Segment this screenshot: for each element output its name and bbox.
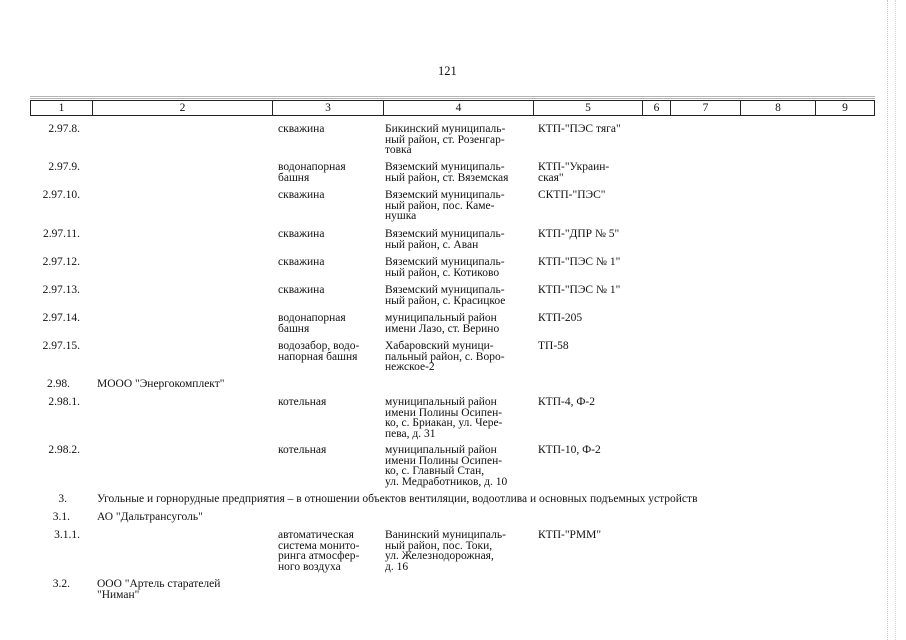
object-location: Вяземский муниципаль- ный район, с. Котиково — [385, 256, 505, 279]
power-source: КТП-"Украин- ская" — [538, 161, 610, 184]
row-number: 3.2. — [52, 578, 70, 590]
row-number: 3.1. — [52, 511, 70, 523]
header-rule — [30, 98, 875, 99]
section-title: Угольные и горнорудные предприятия – в отношении объектов вентиляции, водоотлива и основных подъемных устройств — [97, 493, 698, 505]
power-source: КТП-"ПЭС тяга" — [538, 123, 621, 135]
power-source: КТП-4, Ф-2 — [538, 396, 595, 408]
organization-name: АО "Дальтрансуголь" — [97, 511, 203, 523]
row-number: 2.97.15. — [42, 340, 80, 352]
row-number: 3. — [58, 493, 67, 505]
organization-name: МООО "Энергокомплект" — [97, 378, 225, 390]
row-number: 2.98. — [47, 378, 70, 390]
row-number: 3.1.1. — [54, 529, 80, 541]
object-location: Хабаровский муници- пальный район, с. Воро- нежское-2 — [385, 340, 505, 373]
object-location: муниципальный район имени Лазо, ст. Верино — [385, 312, 500, 335]
column-header-6: 6 — [643, 101, 671, 116]
row-number: 2.98.2. — [48, 444, 80, 456]
row-number: 2.97.13. — [42, 284, 80, 296]
column-header-8: 8 — [741, 101, 816, 116]
row-number: 2.98.1. — [48, 396, 80, 408]
object-type: скважина — [278, 284, 325, 296]
column-header-row — [31, 101, 875, 116]
row-number: 2.97.9. — [48, 161, 80, 173]
column-header-5: 5 — [534, 101, 643, 116]
object-location: Вяземский муниципаль- ный район, ст. Вяземская — [385, 161, 509, 184]
object-location: Вяземский муниципаль- ный район, с. Красицкое — [385, 284, 506, 307]
power-source: ТП-58 — [538, 340, 569, 352]
row-number: 2.97.14. — [42, 312, 80, 324]
object-location: Вяземский муниципаль- ный район, пос. Каме- нушка — [385, 189, 505, 222]
page-edge-line — [895, 0, 896, 640]
power-source: КТП-"РММ" — [538, 529, 602, 541]
power-source: КТП-"ПЭС № 1" — [538, 284, 621, 296]
column-header-4: 4 — [384, 101, 534, 116]
row-number: 2.97.11. — [43, 228, 80, 240]
header-rule — [30, 96, 875, 97]
column-header-3: 3 — [273, 101, 384, 116]
power-source: КТП-205 — [538, 312, 583, 324]
object-type: водонапорная башня — [278, 161, 346, 184]
object-type: котельная — [278, 396, 327, 408]
column-header-2: 2 — [93, 101, 273, 116]
power-source: КТП-10, Ф-2 — [538, 444, 601, 456]
object-type: скважина — [278, 189, 325, 201]
power-source: СКТП-"ПЭС" — [538, 189, 606, 201]
object-location: Вяземский муниципаль- ный район, с. Аван — [385, 228, 505, 251]
object-type: водозабор, водо- напорная башня — [278, 340, 360, 363]
row-number: 2.97.8. — [48, 123, 80, 135]
column-header-7: 7 — [671, 101, 741, 116]
object-location: муниципальный район имени Полины Осипен- ко, с. Главный Стан, ул. Медработников, д. 10 — [385, 444, 508, 488]
object-location: Ванинский муниципаль- ный район, пос. Токи, ул. Железнодорожная, д. 16 — [385, 529, 506, 573]
organization-name: ООО "Артель старателей "Ниман" — [97, 578, 221, 601]
page-edge-line — [887, 0, 888, 640]
object-type: скважина — [278, 256, 325, 268]
object-type: скважина — [278, 123, 325, 135]
power-source: КТП-"ПЭС № 1" — [538, 256, 621, 268]
object-type: автоматическая система монито- ринга атмосфер- ного воздуха — [278, 529, 360, 573]
row-number: 2.97.10. — [42, 189, 80, 201]
object-type: скважина — [278, 228, 325, 240]
object-location: Бикинский муниципаль- ный район, ст. Розенгар- товка — [385, 123, 506, 156]
column-header-1: 1 — [31, 101, 93, 116]
row-number: 2.97.12. — [42, 256, 80, 268]
column-header-9: 9 — [816, 101, 875, 116]
object-type: водонапорная башня — [278, 312, 346, 335]
column-header-table — [30, 100, 875, 116]
page-number: 121 — [438, 64, 457, 78]
object-location: муниципальный район имени Полины Осипен- ко, с. Бриакан, ул. Чере- пева, д. 31 — [385, 396, 503, 440]
power-source: КТП-"ДПР № 5" — [538, 228, 620, 240]
object-type: котельная — [278, 444, 327, 456]
